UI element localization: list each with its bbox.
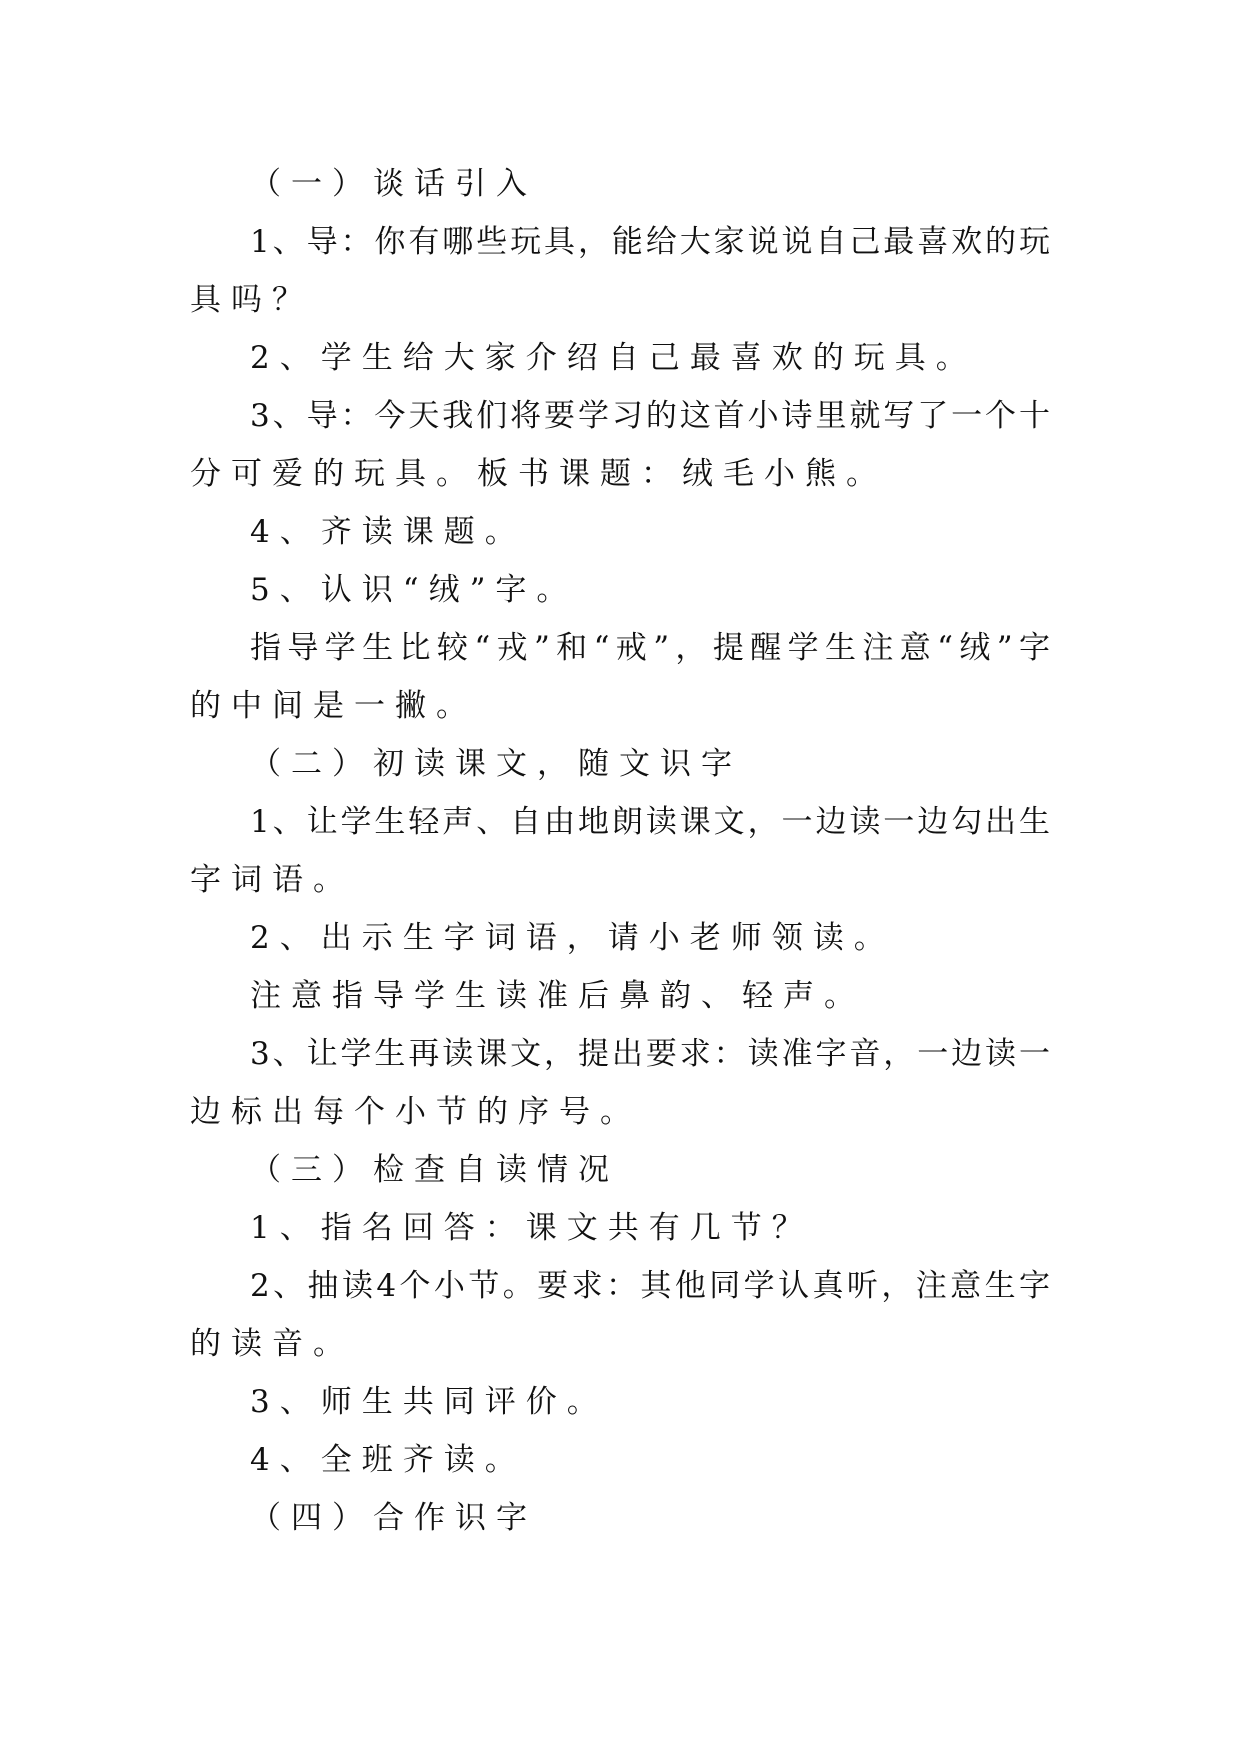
paragraph-line: 的中间是一撇。 <box>190 688 477 724</box>
paragraph-line: 字词语。 <box>190 862 354 898</box>
paragraph-line: 2、抽读4个小节。要求：其他同学认真听，注意生字 <box>250 1268 1050 1304</box>
paragraph-line: 具吗？ <box>190 282 313 318</box>
paragraph-line: 1、导：你有哪些玩具，能给大家说说自己最喜欢的玩 <box>250 224 1050 260</box>
paragraph-line: 4、全班齐读。 <box>250 1442 526 1478</box>
paragraph-line: 2、学生给大家介绍自己最喜欢的玩具。 <box>250 340 977 376</box>
paragraph-line: 注意指导学生读准后鼻韵、轻声。 <box>250 978 865 1014</box>
paragraph-line: 2、出示生字词语，请小老师领读。 <box>250 920 895 956</box>
section-heading-3: （三）检查自读情况 <box>250 1152 619 1188</box>
paragraph-line: 1、让学生轻声、自由地朗读课文，一边读一边勾出生 <box>250 804 1050 840</box>
paragraph-line: 4、齐读课题。 <box>250 514 526 550</box>
section-heading-2: （二）初读课文，随文识字 <box>250 746 742 782</box>
section-heading-1: （一）谈话引入 <box>250 166 537 202</box>
paragraph-line: 分可爱的玩具。板书课题：绒毛小熊。 <box>190 456 887 492</box>
paragraph-line: 3、导：今天我们将要学习的这首小诗里就写了一个十 <box>250 398 1050 434</box>
paragraph-line: 1、指名回答：课文共有几节？ <box>250 1210 813 1246</box>
paragraph-line: 5、认识“绒”字。 <box>250 572 578 608</box>
paragraph-line: 的读音。 <box>190 1326 354 1362</box>
section-heading-4: （四）合作识字 <box>250 1500 537 1536</box>
paragraph-line: 3、师生共同评价。 <box>250 1384 608 1420</box>
paragraph-line: 指导学生比较“戎”和“戒”，提醒学生注意“绒”字 <box>250 630 1050 666</box>
paragraph-line: 边标出每个小节的序号。 <box>190 1094 641 1130</box>
paragraph-line: 3、让学生再读课文，提出要求：读准字音，一边读一 <box>250 1036 1050 1072</box>
